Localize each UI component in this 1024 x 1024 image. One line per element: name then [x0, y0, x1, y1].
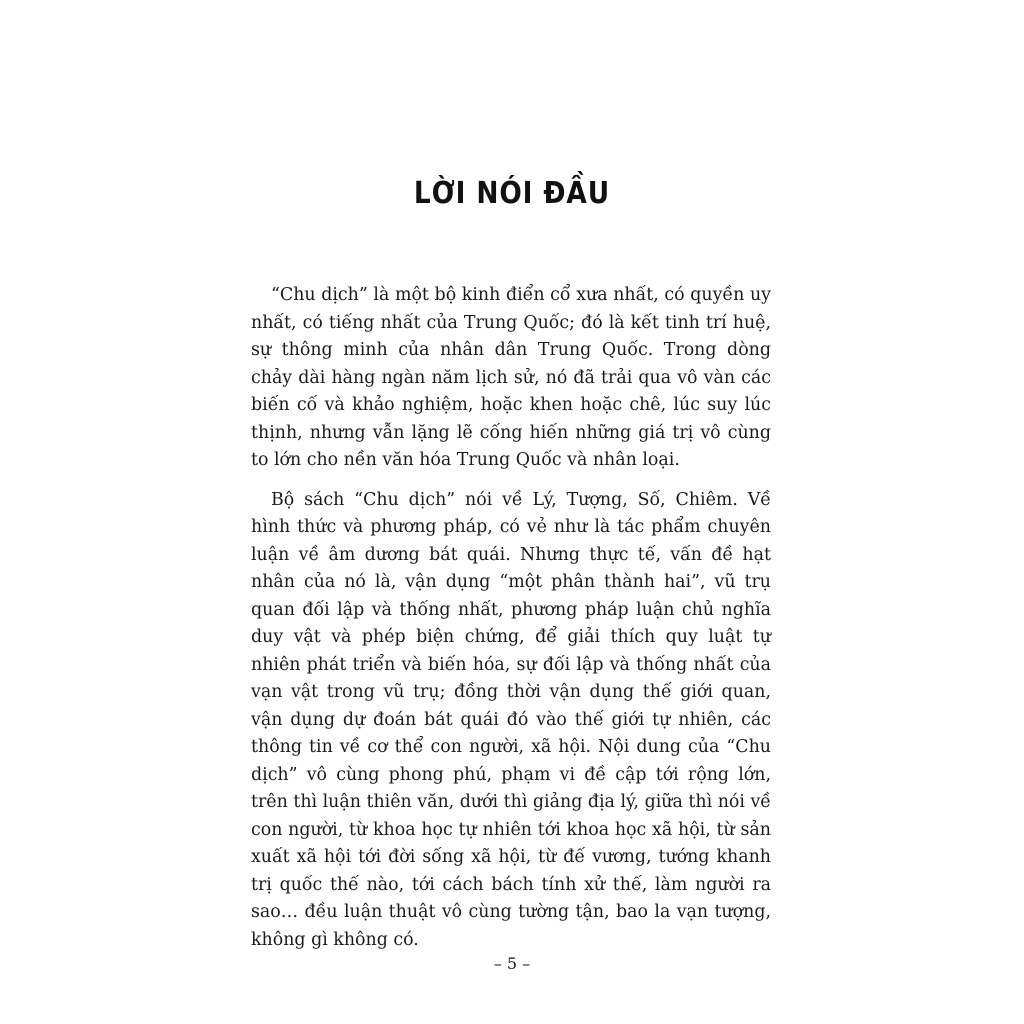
page-number: – 5 –: [493, 954, 531, 973]
paragraph-2: Bộ sách “Chu dịch” nói về Lý, Tượng, Số, Chiêm. Về hình thức và phương pháp, có vẻ như là tác phẩm chuyên luận về âm dương bát quái. Nhưng thực tế, vấn đề hạt nhân của nó là, vận dụng “một phân thành hai”, vũ trụ quan đối lập và thống nhất, phương pháp luận chủ nghĩa duy vật và phép biện chứng, để giải thích quy luật tự nhiên phát triển và biến hóa, sự đối lập và thống nhất của vạn vật trong vũ trụ; đồng thời vận dụng thế giới quan, vận dụng dự đoán bát quái đó vào thế giới tự nhiên, các thông tin về cơ thể con người, xã hội. Nội dung của “Chu dịch” vô cùng phong phú, phạm vi đề cập tới rộng lớn, trên thì luận thiên văn, dưới thì giảng địa lý, giữa thì nói về con người, từ khoa học tự nhiên tới khoa học xã hội, từ sản xuất xã hội tới đời sống xã hội, từ đế vương, tướng khanh trị quốc thế nào, tới cách bách tính xử thế, làm người ra sao… đều luận thuật vô cùng tường tận, bao la vạn tượng, không gì không có.: [251, 489, 771, 950]
paragraph-1: “Chu dịch” là một bộ kinh điển cổ xưa nhất, có quyền uy nhất, có tiếng nhất của Trung Quốc; đó là kết tinh trí huệ, sự thông minh của nhân dân Trung Quốc. Trong dòng chảy dài hàng ngàn năm lịch sử, nó đã trải qua vô vàn các biến cố và khảo nghiệm, hoặc khen hoặc chê, lúc suy lúc thịnh, nhưng vẫn lặng lẽ cống hiến những giá trị vô cùng to lớn cho nền văn hóa Trung Quốc và nhân loại.: [251, 285, 771, 470]
body-text: [251, 282, 771, 954]
page-title: LỜI NÓI ĐẦU: [413, 176, 611, 211]
